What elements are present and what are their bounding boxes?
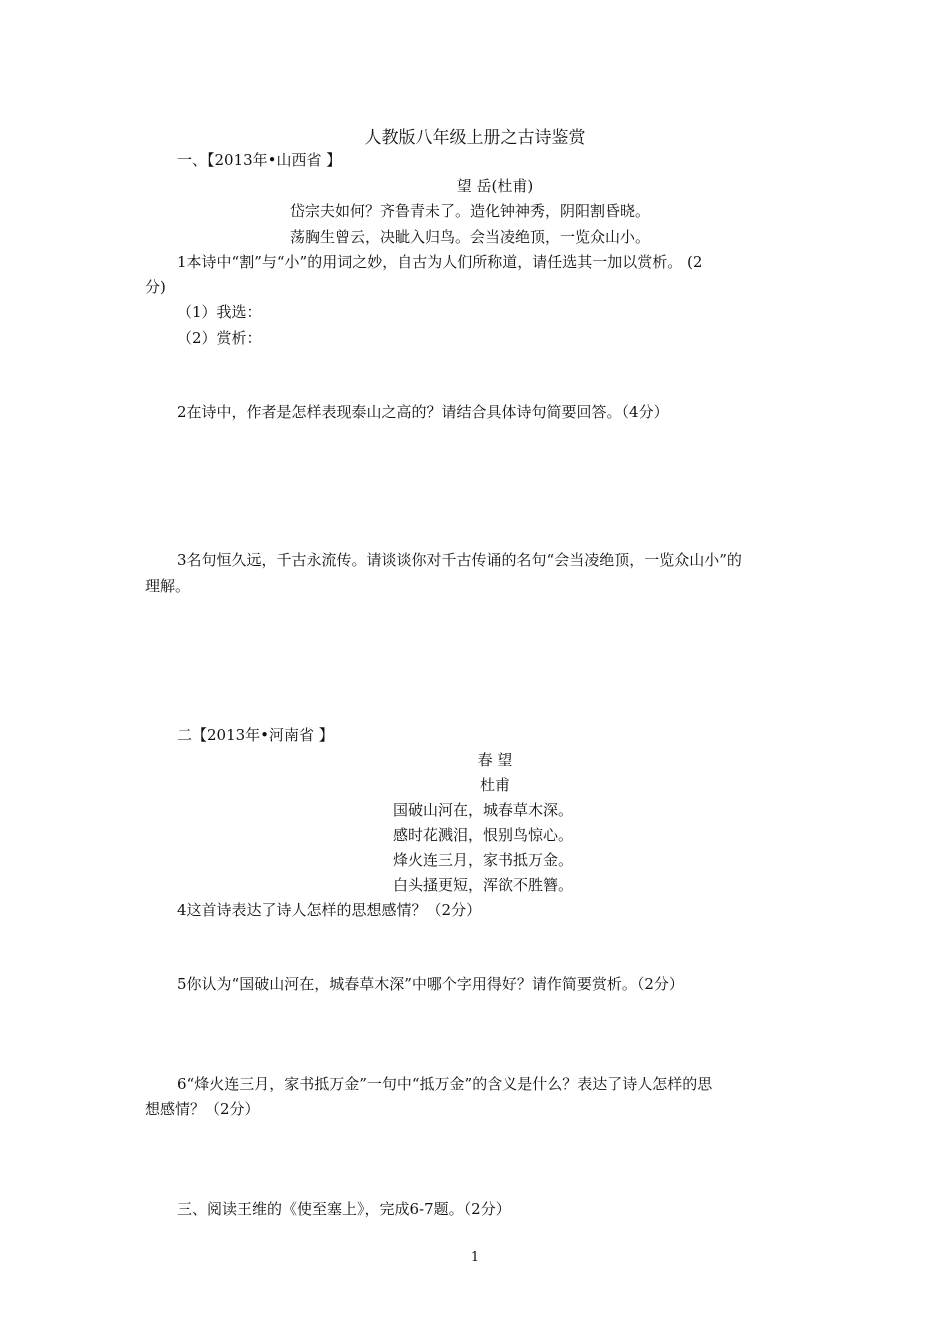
question-1: 1本诗中“割”与“小”的用词之妙，自古为人们所称道，请任选其一加以赏析。 (2: [177, 253, 703, 271]
question-3-cont: 理解。: [145, 577, 191, 595]
question-2: 2在诗中，作者是怎样表现泰山之高的？请结合具体诗句简要回答。（4分）: [177, 403, 669, 421]
question-5: 5你认为“国破山河在，城春草木深”中哪个字用得好？请作简要赏析。（2分）: [177, 975, 684, 993]
question-3: 3名句恒久远，千古永流传。请谈谈你对千古传诵的名句“会当凌绝顶，一览众山小”的: [177, 551, 742, 569]
section1-heading: 一、【2013年•山西省 】: [177, 151, 342, 169]
question-1-analysis: （2）赏析：: [177, 329, 262, 347]
poem1-line-1: 岱宗夫如何？齐鲁青未了。造化钟神秀，阴阳割昏晓。: [290, 202, 651, 220]
section2-heading: 二【2013年•河南省 】: [177, 726, 334, 744]
question-6-cont: 想感情？（2分）: [145, 1100, 260, 1118]
question-1-cont: 分): [145, 278, 166, 296]
question-6: 6“烽火连三月，家书抵万金”一句中“抵万金”的含义是什么？表达了诗人怎样的思: [177, 1075, 713, 1093]
question-1-choice: （1）我选：: [177, 303, 262, 321]
poem2-line-4: 白头搔更短，浑欲不胜簪。: [393, 876, 574, 894]
poem2-title: 春 望: [477, 751, 513, 769]
poem2-line-1: 国破山河在，城春草木深。: [393, 801, 574, 819]
page-number: 1: [470, 1250, 480, 1265]
question-4: 4这首诗表达了诗人怎样的思想感情？（2分）: [177, 901, 482, 919]
poem1-line-2: 荡胸生曾云，决眦入归鸟。会当凌绝顶，一览众山小。: [290, 228, 651, 246]
document-title: 人教版八年级上册之古诗鉴赏: [364, 128, 586, 148]
section3-heading: 三、阅读王维的《使至塞上》，完成6-7题。（2分）: [177, 1200, 511, 1218]
poem2-line-2: 感时花溅泪，恨别鸟惊心。: [393, 826, 574, 844]
poem1-title: 望 岳(杜甫): [456, 177, 534, 195]
poem2-line-3: 烽火连三月，家书抵万金。: [393, 851, 574, 869]
poem2-author: 杜甫: [479, 776, 510, 794]
